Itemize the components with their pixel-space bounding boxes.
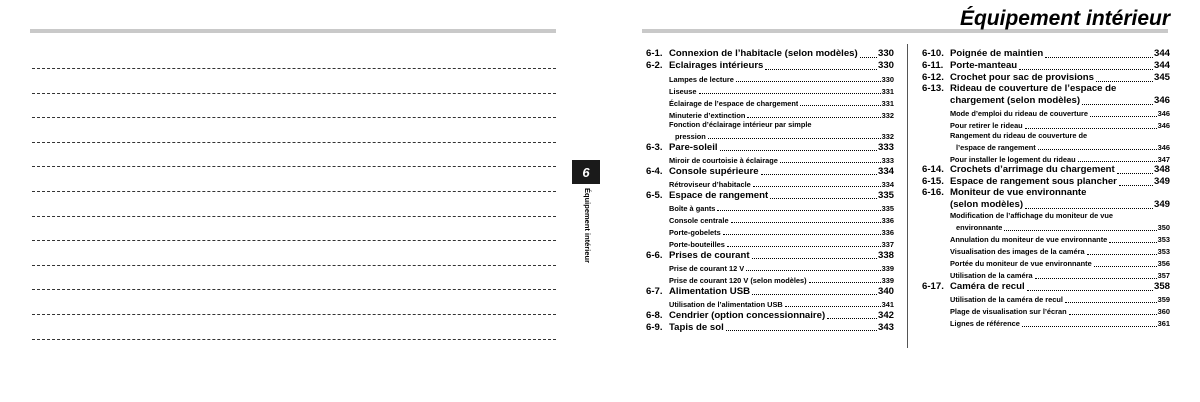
entry-title-line: Fonction d’éclairage intérieur par simple — [669, 120, 812, 129]
page-number: 334 — [881, 180, 894, 189]
toc-subsection-entry[interactable] — [646, 225, 894, 237]
chapter-tab[interactable]: 6 — [572, 160, 600, 184]
page-number: 358 — [1153, 280, 1170, 292]
dot-leader — [753, 177, 881, 187]
entry-title: pression — [675, 132, 706, 141]
dot-leader — [785, 297, 881, 307]
section-number: 6-8. — [646, 309, 663, 321]
entry-title: Lampes de lecture — [669, 74, 734, 84]
toc-section-entry[interactable] — [922, 84, 1170, 107]
note-line — [32, 68, 556, 69]
page-number: 353 — [1157, 247, 1170, 257]
dot-leader — [1004, 221, 1156, 231]
page-number: 357 — [1157, 271, 1170, 281]
page-number: 340 — [877, 285, 894, 297]
toc-subsection-entry[interactable] — [646, 108, 894, 120]
dot-leader — [1096, 72, 1153, 82]
section-number: 6-3. — [646, 141, 663, 153]
page-number: 342 — [877, 309, 894, 321]
page-number: 346 — [1157, 121, 1170, 131]
entry-title: Prise de courant 12 V — [669, 264, 745, 273]
dot-leader — [1090, 107, 1157, 117]
toc-subsection-entry[interactable] — [922, 317, 1170, 329]
right-page — [600, 0, 1200, 402]
entry-title: Portée du moniteur de vue environnante — [950, 259, 1092, 269]
dot-leader — [1109, 233, 1156, 243]
toc-subsection-entry[interactable] — [646, 153, 894, 165]
page-number: 331 — [881, 86, 894, 96]
note-line — [32, 314, 556, 315]
dot-leader — [752, 285, 877, 295]
entry-title: Poignée de maintien — [950, 49, 1044, 60]
entry-title: Pour installer le logement du rideau — [950, 154, 1076, 164]
dot-leader — [1045, 48, 1153, 58]
page-number: 341 — [881, 300, 894, 309]
toc-section-entry[interactable] — [646, 285, 894, 297]
toc-section-entry[interactable] — [646, 189, 894, 201]
entry-title: Utilisation de l’alimentation USB — [669, 300, 783, 309]
page-number: 359 — [1157, 295, 1170, 305]
dot-leader — [1019, 60, 1153, 70]
note-line — [32, 265, 556, 266]
section-number: 6-17. — [922, 280, 944, 292]
entry-title: Pare-soleil — [669, 142, 718, 153]
toc-section-entry[interactable] — [646, 321, 894, 333]
page-number: 338 — [877, 249, 894, 261]
entry-title: chargement (selon modèles) — [950, 96, 1081, 106]
note-line — [32, 216, 556, 217]
page-number: 336 — [881, 216, 894, 225]
toc-subsection-entry[interactable] — [922, 245, 1170, 257]
dot-leader — [780, 153, 881, 163]
dot-leader — [1082, 95, 1153, 105]
page-number: 334 — [877, 165, 894, 177]
dot-leader — [1035, 269, 1157, 279]
toc-subsection-entry[interactable] — [646, 213, 894, 225]
dot-leader — [1025, 119, 1157, 129]
entry-title: Console supérieure — [669, 166, 759, 177]
section-number: 6-7. — [646, 285, 663, 297]
page-number: 339 — [881, 276, 894, 285]
page-number: 350 — [1157, 223, 1170, 233]
page-number: 339 — [881, 264, 894, 273]
toc-subsection-entry[interactable] — [922, 107, 1170, 119]
toc-subsection-entry[interactable] — [922, 152, 1170, 164]
page-number: 333 — [877, 141, 894, 153]
page-number: 349 — [1153, 199, 1170, 211]
page-number: 360 — [1157, 307, 1170, 317]
section-number: 6-6. — [646, 249, 663, 261]
entry-title-line: Moniteur de vue environnante — [950, 188, 1087, 199]
page-number: 346 — [1153, 95, 1170, 106]
section-number: 6-12. — [922, 72, 944, 84]
toc-subsection-entry[interactable] — [646, 96, 894, 108]
toc-subsection-entry[interactable] — [646, 177, 894, 189]
dot-leader — [736, 72, 881, 82]
dot-leader — [1065, 293, 1157, 303]
dot-leader — [752, 249, 877, 259]
page-number: 337 — [881, 240, 894, 249]
entry-title: Espace de rangement sous plancher — [950, 177, 1117, 188]
entry-title: Annulation du moniteur de vue environnante — [950, 235, 1108, 245]
entry-title: Porte-manteau — [950, 61, 1018, 72]
dot-leader — [726, 321, 877, 331]
page-number: 356 — [1157, 259, 1170, 269]
page-number: 335 — [881, 204, 894, 213]
dot-leader — [1087, 245, 1157, 255]
dot-leader — [747, 108, 880, 118]
note-line — [32, 166, 556, 167]
toc-subsection-entry[interactable] — [922, 257, 1170, 269]
entry-title: Espace de rangement — [669, 190, 769, 201]
dot-leader — [1027, 281, 1153, 291]
toc-subsection-entry[interactable] — [646, 120, 894, 141]
entry-title: Éclairages intérieurs — [669, 61, 764, 72]
note-line — [32, 240, 556, 241]
toc-section-entry[interactable] — [646, 141, 894, 153]
note-line — [32, 93, 556, 94]
toc-subsection-entry[interactable] — [922, 269, 1170, 281]
section-number: 6-9. — [646, 321, 663, 333]
dot-leader — [731, 213, 881, 223]
dot-leader — [699, 84, 881, 94]
note-line — [32, 191, 556, 192]
chapter-side-label: Équipement intérieur — [583, 188, 592, 264]
page-number: 332 — [881, 132, 894, 141]
note-line — [32, 339, 556, 340]
entry-title: Miroir de courtoisie à éclairage — [669, 156, 778, 165]
entry-title: Pour retirer le rideau — [950, 121, 1023, 131]
entry-title: environnante — [956, 223, 1003, 233]
section-number: 6-14. — [922, 164, 944, 176]
section-number: 6-13. — [922, 84, 944, 94]
entry-title: Prise de courant 120 V (selon modèles) — [669, 276, 807, 285]
page-number: 330 — [881, 74, 894, 84]
entry-title: Prises de courant — [669, 250, 750, 261]
entry-title-line: Rangement du rideau de couverture de — [950, 130, 1088, 140]
toc-subsection-entry[interactable] — [922, 211, 1170, 232]
entry-title: Alimentation USB — [669, 286, 751, 297]
page-number: 349 — [1153, 176, 1170, 188]
page-number: 353 — [1157, 235, 1170, 245]
toc-section-entry[interactable] — [646, 249, 894, 261]
page-number: 361 — [1157, 319, 1170, 329]
entry-title: Console centrale — [669, 216, 729, 225]
page-number: 331 — [881, 98, 894, 108]
toc-subsection-entry[interactable] — [646, 297, 894, 309]
dot-leader — [1069, 305, 1157, 315]
section-number: 6-5. — [646, 189, 663, 201]
page-number: 333 — [881, 156, 894, 165]
page-number: 335 — [877, 189, 894, 201]
toc-subsection-entry[interactable] — [646, 261, 894, 273]
toc-subsection-entry[interactable] — [646, 72, 894, 84]
dot-leader — [1022, 317, 1157, 327]
dot-leader — [761, 165, 877, 175]
note-line — [32, 289, 556, 290]
entry-title: Visualisation des images de la caméra — [950, 247, 1085, 257]
note-line — [32, 117, 556, 118]
toc-subsection-entry[interactable] — [922, 119, 1170, 131]
entry-title: Porte-bouteilles — [669, 240, 725, 249]
toc-subsection-entry[interactable] — [646, 237, 894, 249]
page-number: 332 — [881, 110, 894, 120]
dot-leader — [800, 96, 880, 106]
entry-title: Éclairage de l’espace de chargement — [669, 98, 799, 108]
note-line — [32, 142, 556, 143]
section-number: 6-10. — [922, 48, 944, 60]
toc-column-left — [646, 48, 894, 333]
toc-subsection-entry[interactable] — [646, 201, 894, 213]
page-number: 345 — [1153, 72, 1170, 84]
entry-title: Rétroviseur d’habitacle — [669, 180, 751, 189]
dot-leader — [1025, 199, 1153, 209]
section-number: 6-1. — [646, 48, 663, 60]
dot-leader — [1094, 257, 1157, 267]
dot-leader — [1119, 176, 1153, 186]
entry-title: Tapis de sol — [669, 322, 724, 333]
toc-subsection-entry[interactable] — [922, 293, 1170, 305]
dot-leader — [827, 309, 877, 319]
toc-section-entry[interactable] — [922, 60, 1170, 72]
page-number: 344 — [1153, 48, 1170, 60]
toc-subsection-entry[interactable] — [646, 84, 894, 96]
toc-section-entry[interactable] — [922, 176, 1170, 188]
entry-title: Cendrier (option concessionnaire) — [669, 310, 826, 321]
dot-leader — [708, 129, 881, 139]
dot-leader — [809, 273, 881, 283]
page-number: 330 — [877, 48, 894, 60]
header-rule-left — [30, 29, 556, 33]
dot-leader — [1078, 152, 1157, 162]
page-number: 348 — [1153, 164, 1170, 176]
page-number: 344 — [1153, 60, 1170, 72]
entry-title: Porte-gobelets — [669, 228, 721, 237]
toc-section-entry[interactable] — [646, 48, 894, 60]
entry-title: Minuterie d’extinction — [669, 110, 746, 120]
entry-title: Connexion de l’habitacle (selon modèles) — [669, 49, 858, 60]
dot-leader — [1117, 164, 1153, 174]
toc-subsection-entry[interactable] — [646, 273, 894, 285]
toc-section-entry[interactable] — [922, 164, 1170, 176]
toc-section-entry[interactable] — [646, 309, 894, 321]
entry-title: Utilisation de la caméra — [950, 271, 1033, 281]
entry-title: Mode d’emploi du rideau de couverture — [950, 109, 1088, 119]
page-number: 346 — [1157, 109, 1170, 119]
toc-section-entry[interactable] — [922, 281, 1170, 293]
dot-leader — [1038, 140, 1157, 150]
entry-title: Boîte à gants — [669, 204, 716, 213]
dot-leader — [720, 141, 877, 151]
entry-title: l’espace de rangement — [956, 142, 1036, 152]
entry-title: (selon modèles) — [950, 200, 1024, 211]
section-number: 6-16. — [922, 188, 944, 199]
dot-leader — [770, 189, 877, 199]
section-number: 6-11. — [922, 60, 944, 72]
dot-leader — [717, 201, 880, 211]
dot-leader — [723, 225, 881, 235]
entry-title: Liseuse — [669, 86, 697, 96]
entry-title-line: Modification de l’affichage du moniteur de vue — [950, 211, 1114, 221]
toc-section-entry[interactable] — [646, 60, 894, 72]
entry-title: Lignes de référence — [950, 319, 1020, 329]
toc-subsection-entry[interactable] — [922, 233, 1170, 245]
toc-section-entry[interactable] — [922, 188, 1170, 211]
toc-section-entry[interactable] — [646, 165, 894, 177]
toc-subsection-entry[interactable] — [922, 305, 1170, 317]
column-divider — [907, 44, 908, 348]
dot-leader — [746, 261, 880, 271]
toc-section-entry[interactable] — [922, 48, 1170, 60]
dot-leader — [860, 48, 877, 58]
section-number: 6-2. — [646, 60, 663, 72]
notes-area — [32, 68, 556, 363]
entry-title: Crochets d’arrimage du chargement — [950, 165, 1115, 176]
entry-title: Caméra de recul — [950, 281, 1025, 292]
page-number: 346 — [1157, 142, 1170, 152]
toc-column-right — [922, 48, 1170, 329]
entry-title: Crochet pour sac de provisions — [950, 73, 1094, 84]
page-number: 330 — [877, 60, 894, 72]
entry-title-line: Rideau de couverture de l’espace de — [950, 84, 1117, 94]
page-title: Équipement intérieur — [959, 7, 1170, 30]
dot-leader — [727, 237, 881, 247]
dot-leader — [765, 60, 877, 70]
entry-title: Utilisation de la caméra de recul — [950, 295, 1063, 305]
page-number: 336 — [881, 228, 894, 237]
entry-title: Plage de visualisation sur l’écran — [950, 307, 1067, 317]
section-number: 6-15. — [922, 176, 944, 188]
toc-section-entry[interactable] — [922, 72, 1170, 84]
page-number: 347 — [1157, 154, 1170, 164]
page-number: 343 — [877, 321, 894, 333]
toc-subsection-entry[interactable] — [922, 131, 1170, 152]
section-number: 6-4. — [646, 165, 663, 177]
